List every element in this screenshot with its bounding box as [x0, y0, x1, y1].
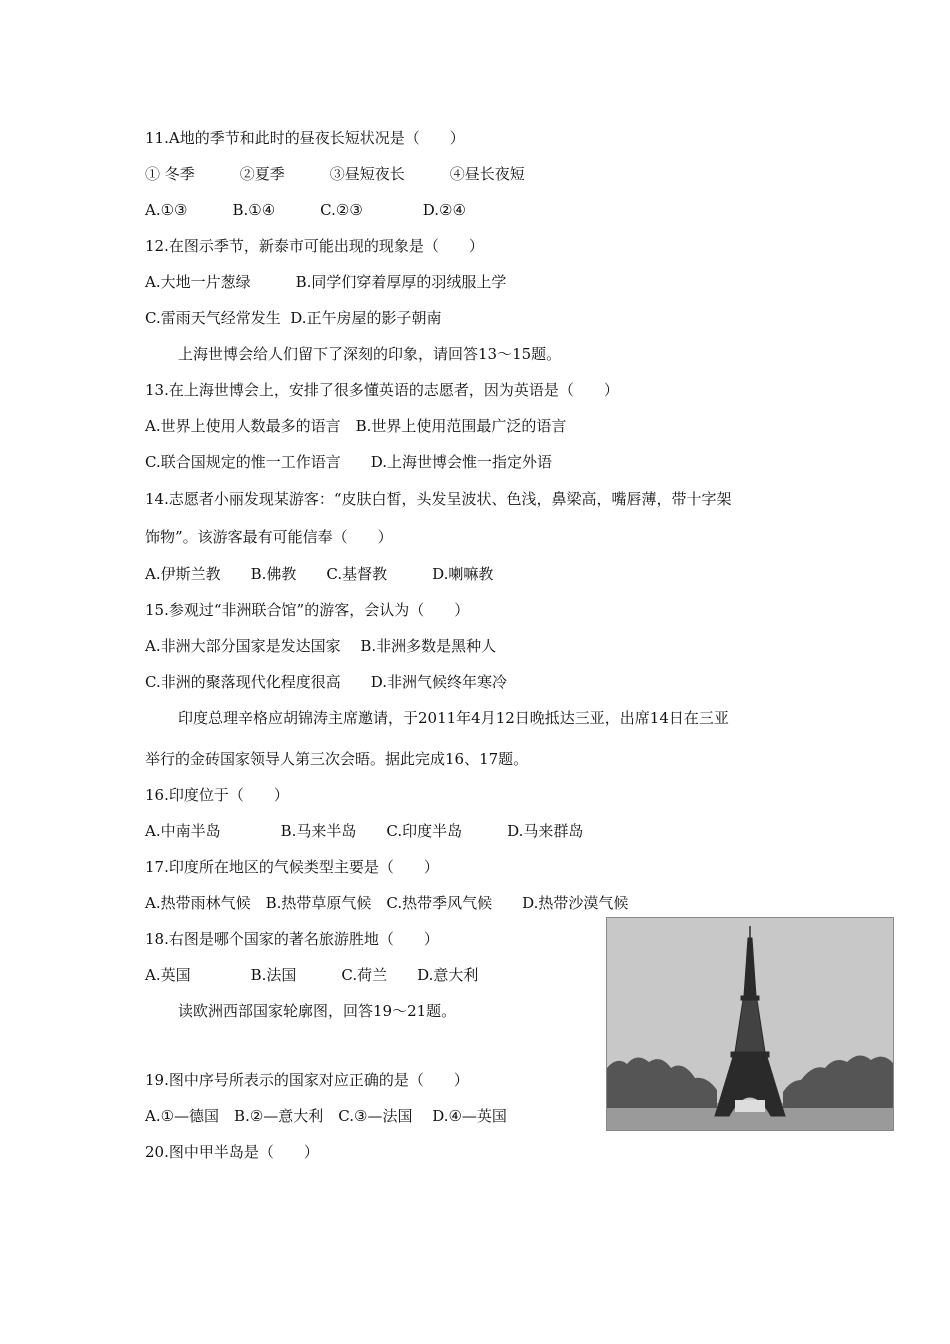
section-intro-13-15: 上海世博会给人们留下了深刻的印象，请回答13～15题。 — [178, 345, 562, 363]
eiffel-tower-photo — [606, 917, 894, 1131]
question-18: 18.右图是哪个国家的著名旅游胜地（ ） — [145, 930, 439, 948]
question-14: 14.志愿者小丽发现某游客：“皮肤白皙，头发呈波状、色浅，鼻梁高，嘴唇薄，带十字架 — [145, 490, 732, 508]
question-18-options: A.英国 B.法国 C.荷兰 D.意大利 — [145, 966, 479, 984]
question-16-options: A.中南半岛 B.马来半岛 C.印度半岛 D.马来群岛 — [145, 822, 584, 840]
question-12: 12.在图示季节，新泰市可能出现的现象是（ ） — [145, 237, 484, 255]
question-20: 20.图中甲半岛是（ ） — [145, 1143, 319, 1161]
question-13-options-ab: A.世界上使用人数最多的语言 B.世界上使用范围最广泛的语言 — [145, 417, 567, 435]
question-15: 15.参观过“非洲联合馆”的游客，会认为（ ） — [145, 601, 470, 619]
question-11-options: ① 冬季 ②夏季 ③昼短夜长 ④昼长夜短 — [145, 165, 525, 183]
question-17-options: A.热带雨林气候 B.热带草原气候 C.热带季风气候 D.热带沙漠气候 — [145, 894, 629, 912]
question-17: 17.印度所在地区的气候类型主要是（ ） — [145, 858, 439, 876]
question-13-options-cd: C.联合国规定的惟一工作语言 D.上海世博会惟一指定外语 — [145, 453, 552, 471]
question-14-cont: 饰物”。该游客最有可能信奉（ ） — [145, 528, 393, 546]
front-building — [735, 1100, 765, 1112]
question-12-options-cd: C.雷雨天气经常发生 D.正午房屋的影子朝南 — [145, 309, 442, 327]
question-11-answers: A.①③ B.①④ C.②③ D.②④ — [145, 201, 466, 219]
question-11: 11.A地的季节和此时的昼夜长短状况是（ ） — [145, 129, 465, 147]
question-14-options: A.伊斯兰教 B.佛教 C.基督教 D.喇嘛教 — [145, 565, 494, 583]
question-19: 19.图中序号所表示的国家对应正确的是（ ） — [145, 1071, 469, 1089]
section-intro-16-17-cont: 举行的金砖国家领导人第三次会晤。据此完成16、17题。 — [145, 750, 529, 768]
question-12-options-ab: A.大地一片葱绿 B.同学们穿着厚厚的羽绒服上学 — [145, 273, 507, 291]
section-intro-16-17: 印度总理辛格应胡锦涛主席邀请，于2011年4月12日晚抵达三亚，出席14日在三亚 — [178, 709, 729, 727]
question-19-options: A.①—德国 B.②—意大利 C.③—法国 D.④—英国 — [145, 1107, 507, 1125]
question-13: 13.在上海世博会上，安排了很多懂英语的志愿者，因为英语是（ ） — [145, 381, 619, 399]
eiffel-tower-illustration — [607, 918, 893, 1130]
question-15-options-ab: A.非洲大部分国家是发达国家 B.非洲多数是黑种人 — [145, 637, 497, 655]
question-15-options-cd: C.非洲的聚落现代化程度很高 D.非洲气候终年寒冷 — [145, 673, 507, 691]
section-intro-19-21: 读欧洲西部国家轮廓图，回答19～21题。 — [178, 1002, 457, 1020]
question-16: 16.印度位于（ ） — [145, 786, 289, 804]
